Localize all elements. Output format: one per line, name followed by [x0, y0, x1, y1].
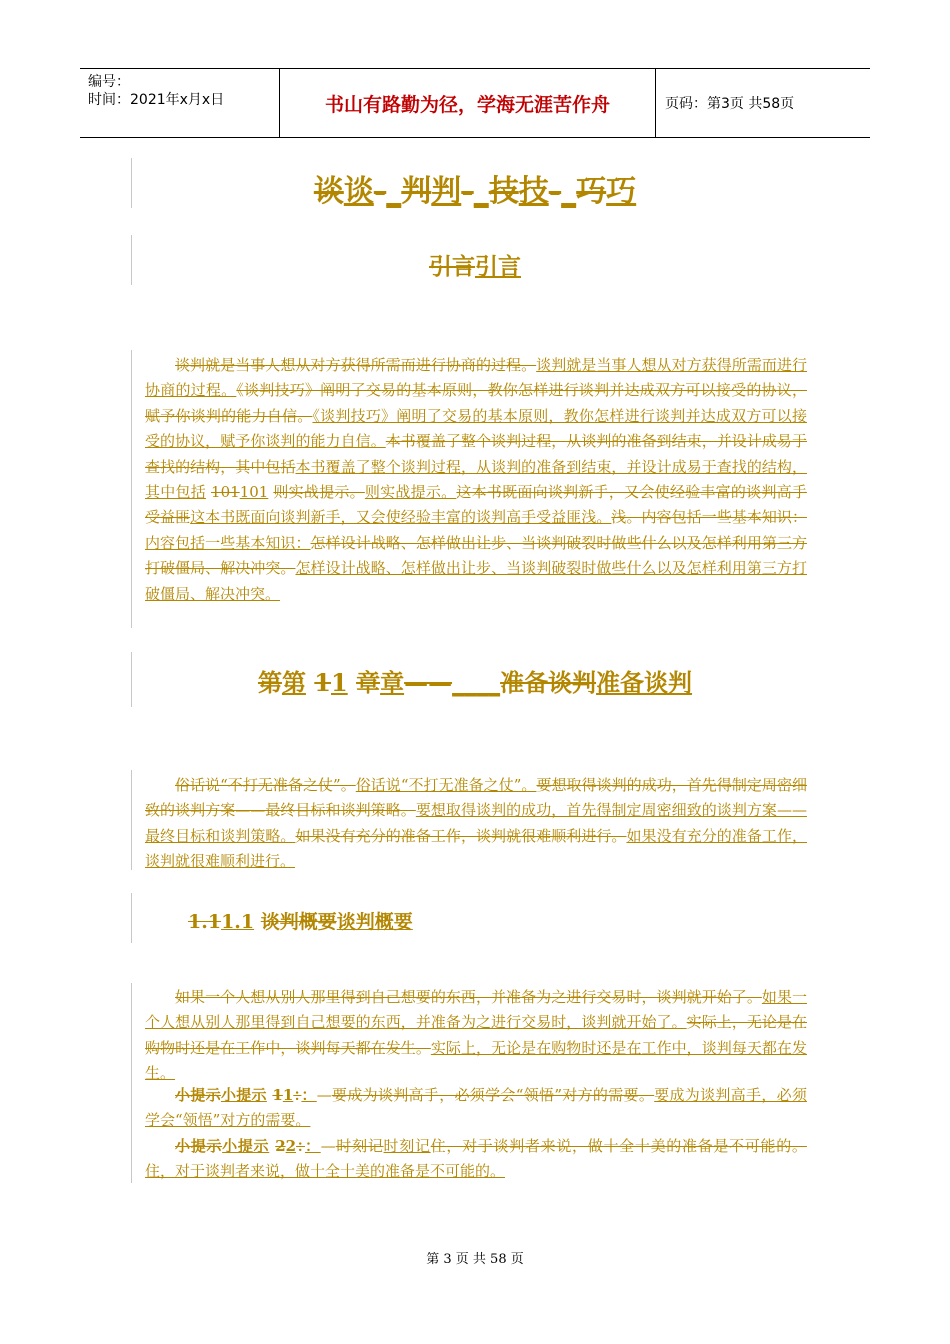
- inserted-text: 要想取得谈判的成功，首先得制定周密细致的谈判方案——最终目标和谈判策略。: [145, 801, 807, 845]
- title-inserted-text: 判: [431, 174, 462, 209]
- inserted-text: 如果一个人想从别人那里得到自己想要的东西，并准备为之进行交易时，谈判就开始了。: [145, 988, 807, 1032]
- page-header: [80, 68, 870, 138]
- inserted-text: 1: [282, 1086, 294, 1104]
- deleted-text: 小提示: [175, 1137, 223, 1155]
- document-title: [140, 166, 810, 210]
- deleted-text: ：: [296, 1137, 305, 1155]
- heading-inserted-text: 谈判概要: [336, 911, 413, 933]
- revision-bar: [131, 652, 132, 707]
- inserted-text: 则实战提示。: [364, 483, 457, 502]
- deleted-text: 时刻记: [335, 1137, 384, 1155]
- inserted-text: ：: [301, 1086, 317, 1104]
- title-inserted-text: _: [473, 174, 489, 209]
- deleted-text: 如果一个人想从别人那里得到自己想要的东西，并准备为之进行交易时，谈判就开始了。: [175, 988, 762, 1006]
- title-inserted-text: 巧: [606, 174, 637, 209]
- title-deleted-text: -: [373, 174, 387, 209]
- deleted-text: 2: [275, 1137, 286, 1155]
- heading-inserted-text: 1: [331, 668, 348, 697]
- deleted-text: 101: [211, 483, 240, 502]
- title-inserted-text: _: [561, 174, 577, 209]
- heading-deleted-text: 谈判概要: [260, 911, 337, 933]
- heading-inserted-text: 准备谈判: [596, 668, 693, 697]
- section-heading: [188, 907, 413, 934]
- deleted-text: 要成为谈判高手，必须学会“领悟”对方的需要。: [331, 1086, 655, 1104]
- document-number-label: 编号：: [88, 74, 130, 90]
- heading-inserted-text: 引言: [475, 253, 521, 280]
- heading-inserted-text: 第: [281, 668, 306, 697]
- title-inserted-text: 技: [518, 174, 549, 209]
- header-page-info: 页码：第3页 共58页: [665, 96, 795, 112]
- revision-bar: [131, 235, 132, 285]
- deleted-text: 俗话说“不打无准备之仗”。: [175, 776, 356, 794]
- inserted-text: 时刻记: [383, 1137, 431, 1155]
- intro-paragraph: [145, 353, 807, 607]
- heading-deleted-text: 1: [314, 668, 331, 697]
- deleted-text: 住，对于谈判者来说，做十全十美的准备是不可能的。: [430, 1137, 807, 1155]
- deleted-text: 谈判就是当事人想从对方获得所需而进行协商的过程。: [175, 356, 537, 374]
- deleted-text: ：: [293, 1086, 302, 1104]
- title-inserted-text: _: [386, 174, 402, 209]
- title-deleted-text: 巧: [576, 174, 607, 209]
- deleted-text: 如果没有充分的准备工作，谈判就很难顺利进行。: [295, 826, 627, 845]
- deleted-text: 《谈判技巧》阐明了交易的基本原则，教你怎样进行谈判并达成双方可以接受的协议，赋予你谈判的能力自信。: [145, 381, 807, 425]
- heading-deleted-text: 准备谈判: [500, 668, 597, 697]
- title-deleted-text: 技: [488, 174, 519, 209]
- section-paragraph: [145, 985, 807, 1087]
- deleted-text: 要想取得谈判的成功，首先得制定周密细致的谈判方案——最终目标和谈判策略。: [145, 776, 807, 820]
- inserted-text: 如果没有充分的准备工作，谈判就很难顺利进行。: [145, 826, 807, 871]
- title-deleted-text: 判: [401, 174, 432, 209]
- heading-inserted-text: 章: [380, 668, 405, 697]
- inserted-text: 《谈判技巧》阐明了交易的基本原则，教你怎样进行谈判并达成双方可以接受的协议，赋予你谈判的能力自信。: [145, 406, 807, 451]
- heading-deleted-text: 章: [356, 668, 381, 697]
- title-inserted-text: 谈: [343, 174, 374, 209]
- tip-dash: —: [320, 1137, 336, 1155]
- inserted-text: 这本书既面向谈判新手，又会使经验丰富的谈判高手受益匪浅。: [190, 508, 612, 527]
- header-meta: [80, 69, 280, 137]
- title-deleted-text: -: [461, 174, 474, 209]
- deleted-text: 实际上，无论是在购物时还是在工作中，谈判每天都在发生。: [145, 1013, 807, 1057]
- deleted-text: 这本书既面向谈判新手，又会使经验丰富的谈判高手受益匪: [145, 483, 807, 527]
- document-time-label: 时间：2021年x月x日: [88, 92, 225, 108]
- inserted-text: 小提示: [220, 1086, 267, 1104]
- deleted-text: 1: [272, 1086, 283, 1104]
- heading-inserted-text: ____: [452, 668, 501, 697]
- deleted-text: 内容包括一些基本知识：: [641, 508, 807, 527]
- heading-deleted-text: ——: [404, 668, 453, 697]
- inserted-text: 本书覆盖了整个谈判过程，从谈判的准备到结束，并设计成易于查找的结构，其中包括: [145, 457, 807, 502]
- heading-deleted-text: 引言: [429, 253, 475, 280]
- inserted-text: 怎样设计战略、怎样做出让步、当谈判破裂时做些什么以及怎样利用第三方打破僵局、解决冲突。: [145, 559, 807, 603]
- deleted-text: 怎样设计战略、怎样做出让步、当谈判破裂时做些什么以及怎样利用第三方打破僵局、解决冲突。: [145, 533, 807, 578]
- title-deleted-text: -: [548, 174, 562, 209]
- revision-bar: [131, 770, 132, 870]
- heading-deleted-text: 第: [257, 668, 282, 697]
- deleted-text: 小提示: [175, 1086, 221, 1104]
- inserted-text: 实际上，无论是在购物时还是在工作中，谈判每天都在发生。: [145, 1038, 807, 1083]
- deleted-text: 则实战提示。: [273, 483, 365, 502]
- inserted-text: 2: [285, 1137, 297, 1155]
- tip-2: [145, 1134, 807, 1185]
- inserted-text: 内容包括一些基本知识：: [145, 533, 311, 552]
- inserted-text: 要成为谈判高手，必须学会“领悟”对方的需要。: [145, 1086, 807, 1130]
- inserted-text: ：: [304, 1137, 321, 1155]
- inserted-text: 小提示: [222, 1137, 270, 1155]
- chapter-heading: [140, 663, 810, 698]
- inserted-text: 俗话说“不打无准备之仗”。: [355, 776, 537, 794]
- page-footer: 第 3 页 共 58 页: [426, 1252, 524, 1267]
- deleted-text: 浅。: [611, 508, 642, 527]
- revision-bar: [131, 158, 132, 208]
- deleted-text: 本书覆盖了整个谈判过程，从谈判的准备到结束，并设计成易于查找的结构，其中包括: [145, 432, 807, 476]
- revision-bar: [131, 983, 132, 1183]
- revision-bar: [131, 893, 132, 943]
- tip-dash: —: [316, 1086, 332, 1104]
- inserted-text: 住，对于谈判者来说，做十全十美的准备是不可能的。: [145, 1162, 506, 1181]
- heading-deleted-text: 1.1: [188, 911, 222, 933]
- title-deleted-text: 谈: [313, 174, 344, 209]
- tip-1: [145, 1083, 807, 1134]
- inserted-text: 101: [239, 483, 269, 502]
- inserted-text: 谈判就是当事人想从对方获得所需而进行协商的过程。: [145, 356, 807, 400]
- chapter-paragraph: [145, 773, 807, 875]
- revision-bar: [131, 350, 132, 628]
- header-motto: 书山有路勤为径，学海无涯苦作舟: [280, 69, 656, 137]
- intro-heading: [140, 248, 810, 281]
- heading-inserted-text: 1.1: [221, 911, 255, 933]
